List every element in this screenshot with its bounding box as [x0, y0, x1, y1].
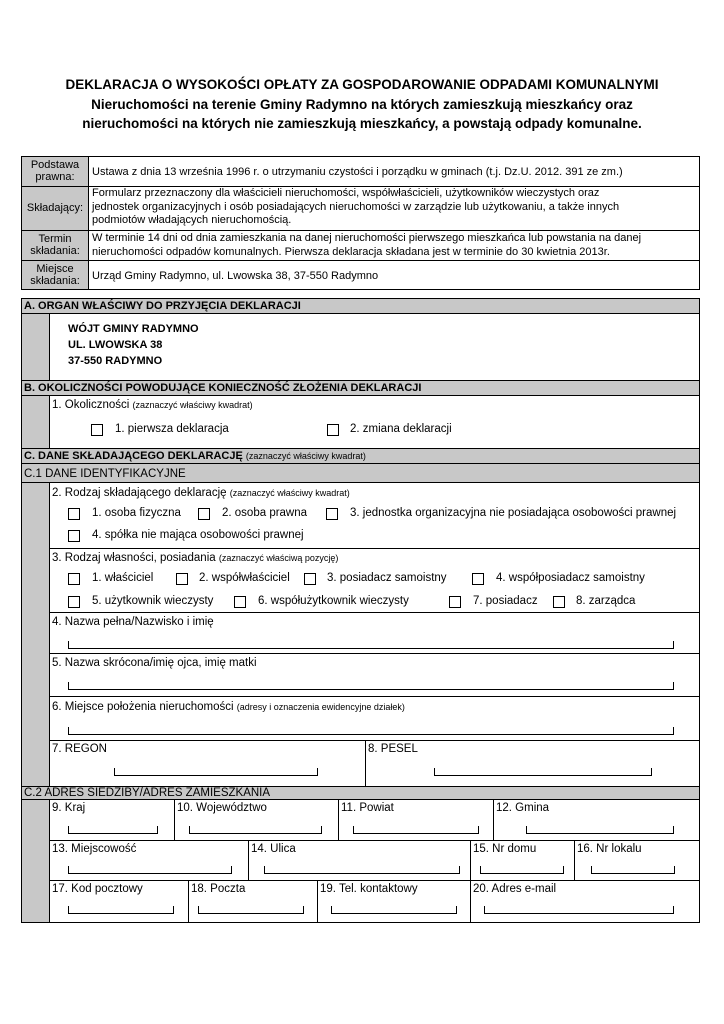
kraj-field[interactable]	[68, 826, 158, 834]
pesel-field[interactable]	[434, 768, 652, 776]
opt-jednostka-organizacyjna: 3. jednostka organizacyjna nie posiadająca osobowości prawnej	[350, 507, 677, 519]
q9-label: 9. Kraj	[52, 802, 86, 814]
podstawa-label: Podstawa prawna:	[30, 159, 80, 183]
q5-label: 5. Nazwa skrócona/imię ojca, imię matki	[52, 657, 257, 669]
checkbox-wlasciciel[interactable]	[68, 573, 80, 585]
q1-label: 1. Okoliczności (zaznaczyć właściwy kwadrat)	[52, 399, 253, 411]
podstawa-text: Ustawa z dnia 13 września 1996 r. o utrzymaniu czystości i porządku w gminach (t.j. Dz.U. 2012. 391 ze zm.)	[92, 166, 623, 178]
gmina-field[interactable]	[526, 826, 674, 834]
q6-label: 6. Miejsce położenia nieruchomości (adresy i oznaczenia ewidencyjne działek)	[52, 701, 405, 713]
miejscowosc-field[interactable]	[68, 866, 232, 874]
q16-label: 16. Nr lokalu	[577, 843, 642, 855]
organ-street: UL. LWOWSKA 38	[68, 339, 163, 351]
short-name-field[interactable]	[68, 682, 674, 690]
opt-spolka: 4. spółka nie mająca osobowości prawnej	[92, 529, 304, 541]
q19-label: 19. Tel. kontaktowy	[320, 883, 418, 895]
checkbox-spolka[interactable]	[68, 530, 80, 542]
checkbox-wspoluzytkownik-wieczysty[interactable]	[234, 596, 246, 608]
nr-lokalu-field[interactable]	[591, 866, 675, 874]
checkbox-posiadacz-samoistny[interactable]	[304, 573, 316, 585]
checkbox-wspolwlasciciel[interactable]	[176, 573, 188, 585]
q18-label: 18. Poczta	[191, 883, 246, 895]
wojewodztwo-field[interactable]	[189, 826, 322, 834]
q2-label: 2. Rodzaj składającego deklarację (zaznaczyć właściwy kwadrat)	[52, 487, 350, 499]
opt-wspolposiadacz-samoistny: 4. współposiadacz samoistny	[496, 572, 645, 584]
checkbox-pierwsza-deklaracja[interactable]	[91, 424, 103, 436]
checkbox-uzytkownik-wieczysty[interactable]	[68, 596, 80, 608]
section-a-header: A. ORGAN WŁAŚCIWY DO PRZYJĘCIA DEKLARACJI	[24, 300, 301, 312]
q7-label: 7. REGON	[52, 743, 107, 755]
opt-osoba-fizyczna: 1. osoba fizyczna	[92, 507, 181, 519]
q4-label: 4. Nazwa pełna/Nazwisko i imię	[52, 616, 214, 628]
checkbox-jednostka-organizacyjna[interactable]	[326, 508, 338, 520]
organ-city: 37-550 RADYMNO	[68, 355, 163, 367]
c1-header: C.1 DANE IDENTYFIKACYJNE	[24, 468, 186, 480]
c2-header: C.2 ADRES SIEDZIBY/ADRES ZAMIESZKANIA	[24, 787, 271, 799]
section-c-header: C. DANE SKŁADAJĄCEGO DEKLARACJĘ (zaznaczyć właściwy kwadrat)	[24, 450, 366, 462]
miejsce-label: Miejsce składania:	[30, 263, 80, 287]
section-b-header: B. OKOLICZNOŚCI POWODUJĄCE KONIECZNOŚĆ ZŁOŻENIA DEKLARACJI	[24, 382, 422, 394]
opt-wspolwlasciciel: 2. współwłaściciel	[199, 572, 290, 584]
form-title: DEKLARACJA O WYSOKOŚCI OPŁATY ZA GOSPODAROWANIE ODPADAMI KOMUNALNYMI	[65, 77, 659, 92]
q13-label: 13. Miejscowość	[52, 843, 137, 855]
opt-zmiana-deklaracji: 2. zmiana deklaracji	[350, 423, 452, 435]
checkbox-posiadacz[interactable]	[449, 596, 461, 608]
q8-label: 8. PESEL	[368, 743, 418, 755]
email-field[interactable]	[484, 906, 674, 914]
q14-label: 14. Ulica	[251, 843, 296, 855]
regon-field[interactable]	[114, 768, 318, 776]
q12-label: 12. Gmina	[496, 802, 550, 814]
organ-name: WÓJT GMINY RADYMNO	[68, 323, 199, 335]
opt-zarzadca: 8. zarządca	[576, 595, 636, 607]
skladajacy-label: Składający:	[26, 202, 84, 214]
opt-uzytkownik-wieczysty: 5. użytkownik wieczysty	[92, 595, 214, 607]
powiat-field[interactable]	[353, 826, 479, 834]
miejsce-text: Urząd Gminy Radymno, ul. Lwowska 38, 37-550 Radymno	[92, 270, 379, 282]
q11-label: 11. Powiat	[341, 802, 394, 814]
q3-label: 3. Rodzaj własności, posiadania (zaznaczyć właściwą pozycję)	[52, 552, 339, 564]
checkbox-zmiana-deklaracji[interactable]	[327, 424, 339, 436]
checkbox-osoba-fizyczna[interactable]	[68, 508, 80, 520]
q17-label: 17. Kod pocztowy	[52, 883, 143, 895]
opt-wspoluzytkownik-wieczysty: 6. współużytkownik wieczysty	[258, 595, 409, 607]
termin-label: Termin składania:	[30, 233, 80, 257]
checkbox-zarzadca[interactable]	[553, 596, 565, 608]
poczta-field[interactable]	[198, 906, 304, 914]
q15-label: 15. Nr domu	[473, 843, 537, 855]
form-subtitle-line2: nieruchomości na których nie zamieszkują mieszkańcy, a powstają odpady komunalne.	[82, 116, 642, 131]
opt-osoba-prawna: 2. osoba prawna	[222, 507, 308, 519]
form-subtitle-line1: Nieruchomości na terenie Gminy Radymno na których zamieszkują mieszkańcy oraz	[91, 97, 633, 112]
opt-posiadacz: 7. posiadacz	[473, 595, 538, 607]
opt-posiadacz-samoistny: 3. posiadacz samoistny	[327, 572, 447, 584]
q10-label: 10. Województwo	[177, 802, 267, 814]
nr-domu-field[interactable]	[480, 866, 564, 874]
checkbox-osoba-prawna[interactable]	[198, 508, 210, 520]
ulica-field[interactable]	[264, 866, 460, 874]
opt-pierwsza-deklaracja: 1. pierwsza deklaracja	[115, 423, 229, 435]
full-name-field[interactable]	[68, 641, 674, 649]
telefon-field[interactable]	[331, 906, 457, 914]
termin-text: W terminie 14 dni od dnia zamieszkania na danej nieruchomości pierwszego mieszkańca lub powstania na danej nieruchomości odpadów komunalnych. Pierwsza deklaracja składana jest w terminie do 30 kwietnia 2013r.	[92, 232, 642, 258]
opt-wlasciciel: 1. właściciel	[92, 572, 154, 584]
property-location-field[interactable]	[68, 727, 674, 735]
skladajacy-text: Formularz przeznaczony dla właścicieli nieruchomości, współwłaścicieli, użytkowników wieczystych oraz jednostek organizacyjnych i osób posiadających nieruchomości w zarządzie lub użytkowaniu, a także innych podmiotów władających nieruchomością.	[92, 187, 620, 226]
kod-pocztowy-field[interactable]	[68, 906, 174, 914]
checkbox-wspolposiadacz-samoistny[interactable]	[472, 573, 484, 585]
q20-label: 20. Adres e-mail	[473, 883, 557, 895]
